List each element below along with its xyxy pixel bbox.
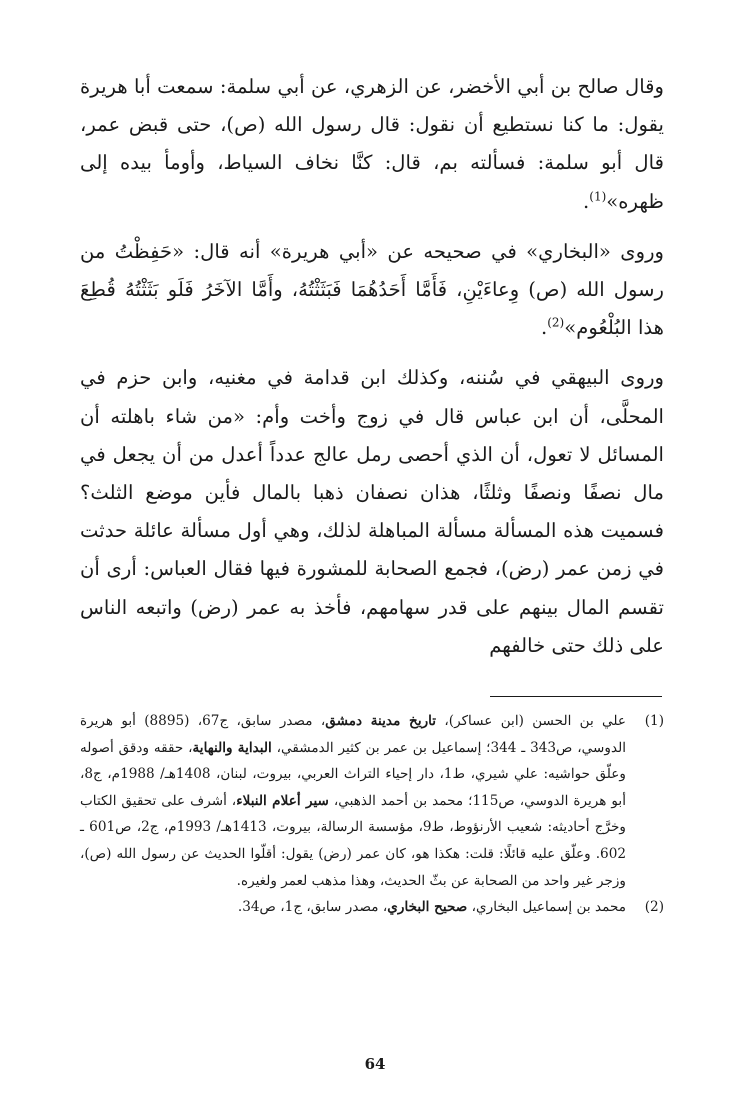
- book-title: البداية والنهاية: [192, 739, 272, 756]
- footnote-text: علي بن الحسن (ابن عساكر)، تاريخ مدينة دمشق، مصدر سابق، ج67، (8895) أبو هريرة الدوسي، ص343 ـ 344؛ إسماعيل بن عمر بن كثير الدمشقي، البداية والنهاية، حققه ودقق أصوله وعلّق حواشيه: علي شيري، ط1، دار إحياء التراث العربي، بيروت، لبنان، 1408هـ/ 1988م، ج8، أبو هريرة الدوسي، ص115؛ محمد بن أحمد الذهبي، سير أعلام النبلاء، أشرف على تحقيق الكتاب وخرَّج أحاديثه: شعيب الأرنؤوط، ط9، مؤسسة الرسالة، بيروت، 1413هـ/ 1993م، ج2، ص601 ـ 602. وعلّق عليه قائلًا: قلت: هكذا هو، كان عمر (رض) يقول: أقلّوا الحديث عن رسول الله (ص)، وزجر غير واحد من الصحابة عن بثّ الحديث، وهذا مذهب لعمر ولغيره.: [80, 713, 627, 889]
- footnote-separator: [490, 696, 662, 697]
- paragraph-3: وروى البيهقي في سُننه، وكذلك ابن قدامة في مغنيه، وابن حزم في المحلَّى، أن ابن عباس قال في زوج وأخت وأم: «من شاء باهلته أن المسائل لا تعول، أن الذي أحصى رمل عالج عدداً أعدل من أن يجعل في مال نصفًا ونصفًا وثلثًا، هذان نصفان ذهبا بالمال فأين موضع الثلث؟ فسميت هذه المسألة مسألة المباهلة لذلك، وهي أول مسألة عائلة حدثت في زمن عمر (رض)، فجمع الصحابة للمشورة فيها فقال العباس: أرى أن تقسم المال بينهم على قدر سهامهم، فأخذ به عمر (رض) واتبعه الناس على ذلك حتى خالفهم: [80, 366, 664, 657]
- book-title: سير أعلام النبلاء: [236, 792, 329, 809]
- footnote-ref-2[interactable]: (2): [547, 315, 565, 330]
- footnote-number: (1): [644, 713, 664, 729]
- paragraph-2: وروى «البخاري» في صحيحه عن «أبي هريرة» أنه قال: «حَفِظْتُ من رسول الله (ص) وِعاءَيْنِ، فَأَمَّا أَحَدُهُمَا فَبَثَثْتُهُ، وأَمَّا الآخَرُ فَلَو بَثَثْتُهُ قُطِعَ هذا البُلْعُوم»$^{(2)}$.: [80, 239, 664, 340]
- footnote-1: [80, 708, 664, 894]
- footnotes: [80, 708, 664, 921]
- footnote-ref-1[interactable]: (1): [589, 189, 607, 204]
- paragraph-1: وقال صالح بن أبي الأخضر، عن الزهري، عن أبي سلمة: سمعت أبا هريرة يقول: ما كنا نستطيع أن نقول: قال رسول الله (ص)، حتى قبض عمر، قال أبو سلمة: فسألته بم، قال: كنَّا نخاف السياط، وأومأ بيده إلى ظهره»$^{(1)}$.: [80, 75, 664, 213]
- book-title: تاريخ مدينة دمشق: [325, 713, 437, 729]
- footnote-number: (2): [644, 899, 664, 916]
- page-number: 64: [364, 1055, 386, 1073]
- footnote-2: [80, 894, 664, 921]
- footnote-text: محمد بن إسماعيل البخاري، صحيح البخاري، مصدر سابق، ج1، ص34.: [237, 899, 626, 916]
- main-text: [80, 68, 664, 677]
- book-title: صحيح البخاري: [387, 899, 468, 916]
